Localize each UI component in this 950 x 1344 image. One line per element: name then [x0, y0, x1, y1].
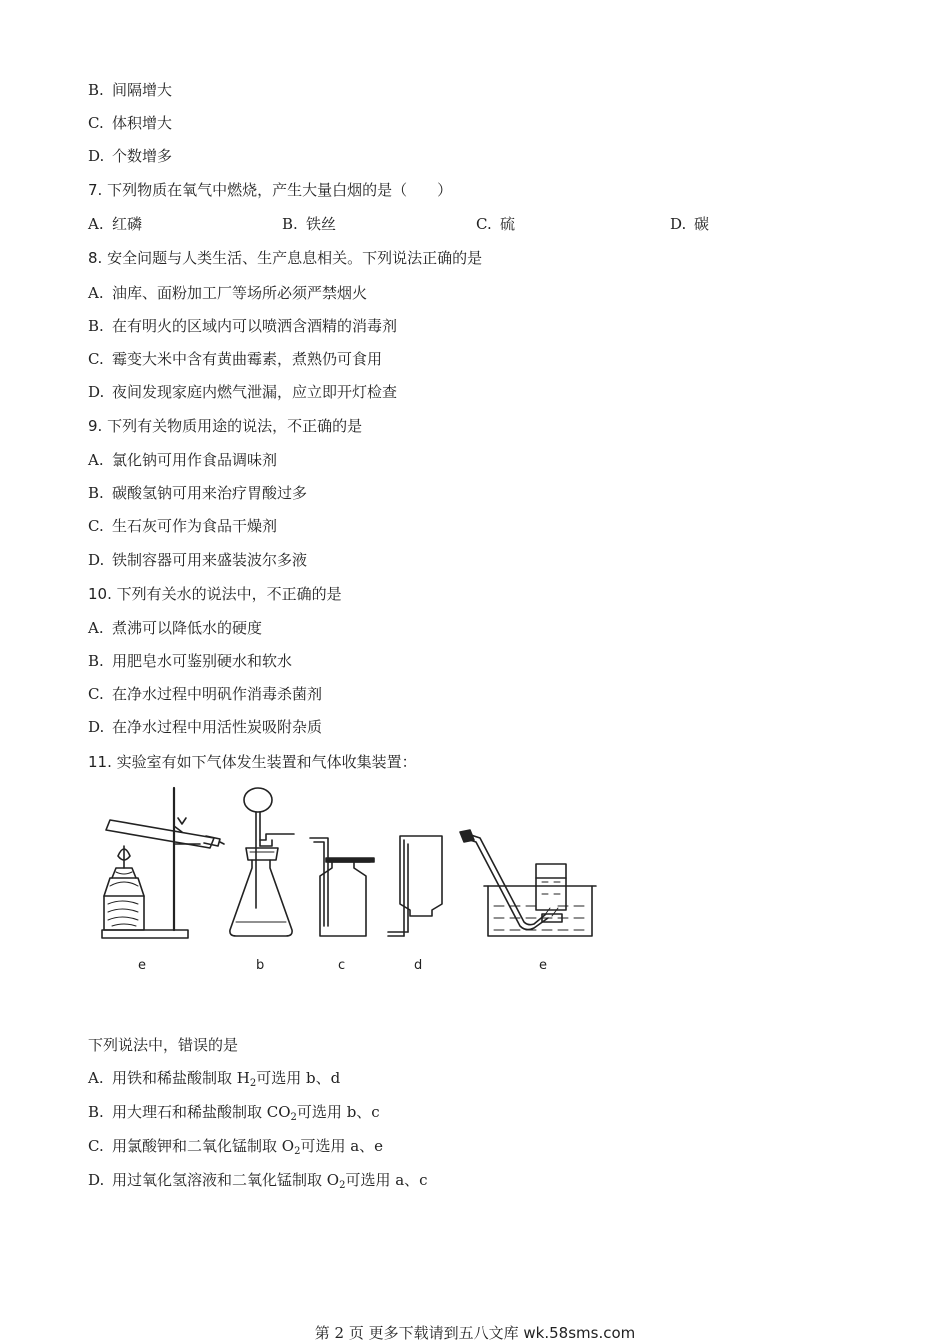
q9-stem: 9. 下列有关物质用途的说法，不正确的是: [88, 417, 363, 435]
q6-option-d: D. 个数增多: [88, 147, 173, 165]
q8-option-c: C. 霉变大米中含有黄曲霉素，煮熟仍可食用: [88, 350, 383, 368]
q10-option-d: D. 在净水过程中用活性炭吸附杂质: [88, 718, 323, 736]
q8-option-a: A. 油库、面粉加工厂等场所必须严禁烟火: [88, 284, 368, 302]
q10-option-b: B. 用肥皂水可鉴别硬水和软水: [88, 652, 293, 670]
figure-label-b: b: [256, 958, 265, 973]
figure-label-a: e: [138, 958, 146, 973]
apparatus-figure: [96, 786, 606, 986]
q10-option-a: A. 煮沸可以降低水的硬度: [88, 619, 263, 637]
q6-option-b: B. 间隔增大: [88, 81, 173, 99]
q7-option-d: D. 碳: [670, 215, 710, 233]
q7-option-b: B. 铁丝: [282, 215, 337, 233]
q11-option-a: A. 用铁和稀盐酸制取 $H_2$可选用 b、d: [88, 1069, 341, 1089]
figure-label-d: d: [414, 958, 423, 973]
apparatus-d: [388, 836, 442, 936]
q10-option-c: C. 在净水过程中明矾作消毒杀菌剂: [88, 685, 323, 703]
apparatus-drawing: [96, 786, 606, 986]
apparatus-a: [102, 788, 224, 938]
q9-option-a: A. 氯化钠可用作食品调味剂: [88, 451, 278, 469]
q9-option-b: B. 碳酸氢钠可用来治疗胃酸过多: [88, 484, 308, 502]
q11-option-b: B. 用大理石和稀盐酸制取 $CO_2$可选用 b、c: [88, 1103, 380, 1123]
q7-stem: 7. 下列物质在氧气中燃烧，产生大量白烟的是（ ）: [88, 181, 453, 199]
q10-stem: 10. 下列有关水的说法中，不正确的是: [88, 585, 342, 603]
apparatus-e: [460, 830, 596, 936]
q11-lead: 下列说法中，错误的是: [88, 1036, 239, 1054]
q8-option-d: D. 夜间发现家庭内燃气泄漏，应立即开灯检查: [88, 383, 398, 401]
q11-option-d: D. 用过氧化氢溶液和二氧化锰制取 $O_2$可选用 a、c: [88, 1171, 428, 1191]
apparatus-b: [230, 788, 294, 936]
page-footer: 第 2 页 更多下载请到五八文库 wk.58sms.com: [314, 1324, 636, 1342]
q7-option-c: C. 硫: [476, 215, 516, 233]
q8-stem: 8. 安全问题与人类生活、生产息息相关。下列说法正确的是: [88, 249, 483, 267]
q11-option-c: C. 用氯酸钾和二氧化锰制取 $O_2$可选用 a、e: [88, 1137, 384, 1157]
figure-label-e: e: [539, 958, 547, 973]
figure-label-c: c: [338, 958, 346, 973]
q8-option-b: B. 在有明火的区域内可以喷洒含酒精的消毒剂: [88, 317, 398, 335]
apparatus-c: [310, 838, 374, 936]
q9-option-c: C. 生石灰可作为食品干燥剂: [88, 517, 278, 535]
q9-option-d: D. 铁制容器可用来盛装波尔多液: [88, 551, 308, 569]
q7-option-a: A. 红磷: [88, 215, 143, 233]
q11-stem: 11. 实验室有如下气体发生装置和气体收集装置：: [88, 753, 417, 771]
footer-site-link[interactable]: wk.58sms.com: [523, 1324, 636, 1342]
q6-option-c: C. 体积增大: [88, 114, 173, 132]
